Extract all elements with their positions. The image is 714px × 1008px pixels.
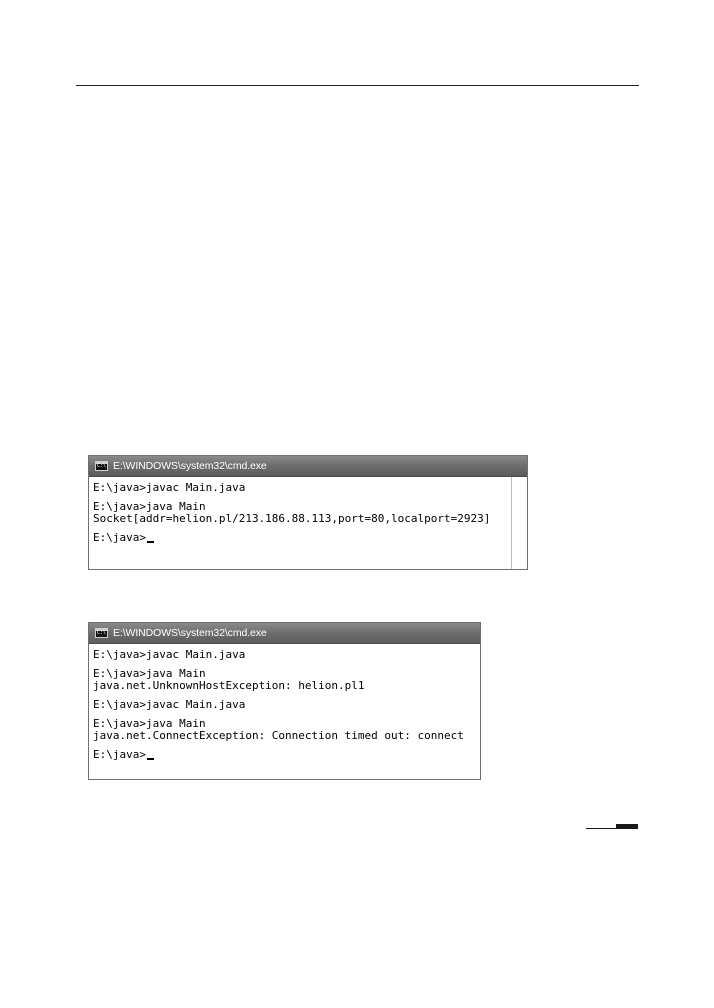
prompt-line[interactable] [93,532,509,544]
header-rule [76,85,639,86]
console-line: E:\java>java Main [93,500,206,513]
console-line: E:\java>javac Main.java [93,649,246,661]
text-cursor [147,758,154,760]
console-output[interactable] [93,482,509,565]
console-line: java.net.UnknownHostException: helion.pl1 [93,679,365,692]
prompt-text: E:\java> [93,531,146,544]
console-line: E:\java>javac Main.java [93,482,246,494]
window-title: E:\WINDOWS\system32\cmd.exe [113,627,267,639]
text-cursor [147,541,154,543]
prompt-text: E:\java> [93,748,146,761]
cmd-window-2[interactable] [88,622,481,780]
console-line-blank [93,525,509,532]
cmd-window-1[interactable] [88,455,528,570]
console-line: E:\java>java Main [93,667,206,680]
console-line: E:\java>java Main [93,717,206,730]
cmd-icon[interactable] [95,461,108,471]
console-output[interactable] [93,649,476,775]
console-line-blank [93,742,476,749]
window-title: E:\WINDOWS\system32\cmd.exe [113,460,267,472]
console-line: java.net.ConnectException: Connection timed out: connect [93,729,464,742]
title-bar[interactable] [89,623,480,644]
console-line: Socket[addr=helion.pl/213.186.88.113,port=80,localport=2923] [93,512,491,525]
scrollbar[interactable] [511,477,527,569]
console-line: E:\java>javac Main.java [93,698,246,711]
prompt-line[interactable] [93,749,476,761]
page-marker [616,824,638,829]
title-bar[interactable] [89,456,527,477]
page-marker-line [586,828,618,829]
cmd-icon[interactable] [95,628,108,638]
